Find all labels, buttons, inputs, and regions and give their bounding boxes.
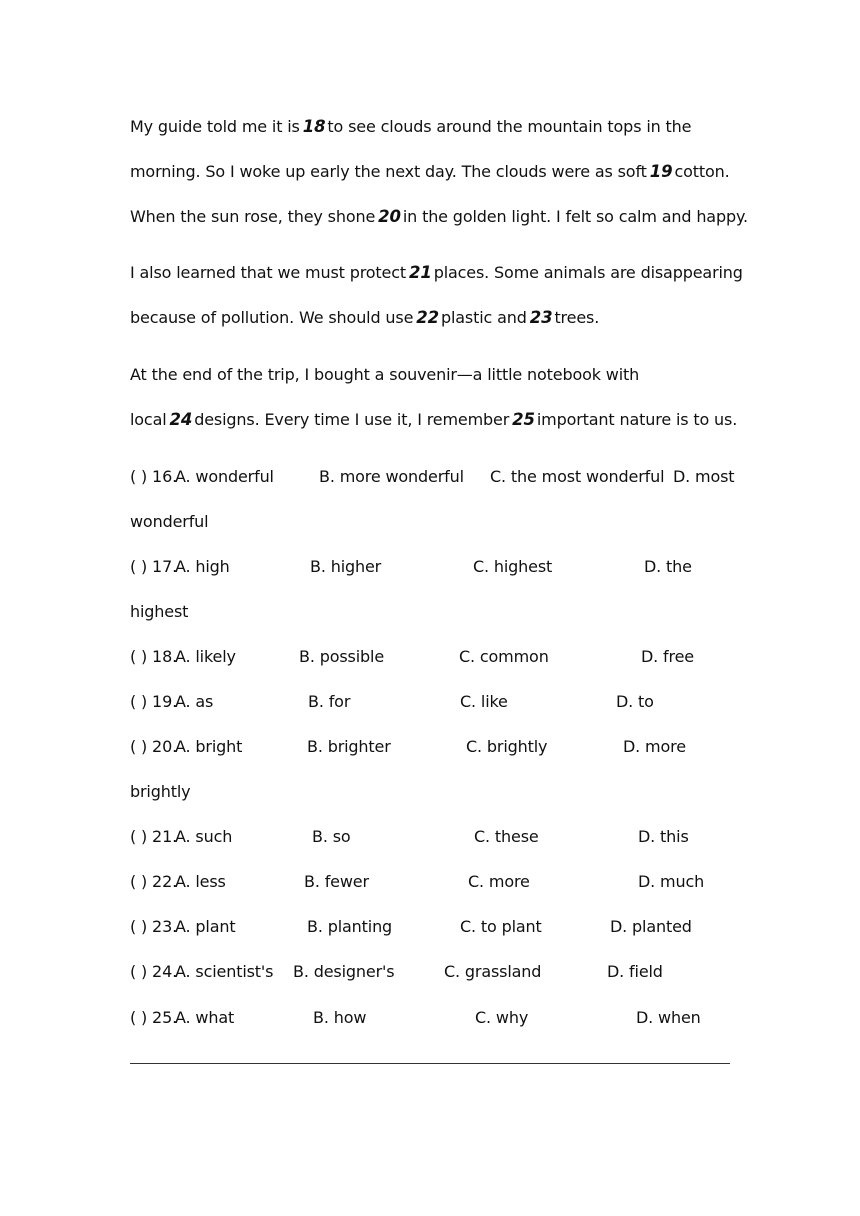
passage-text: local [130,410,167,429]
question-number: ( ) 25. [130,1008,178,1027]
option-d-continuation: highest [130,602,189,621]
passage-line [130,263,743,283]
option-c: C. to plant [460,917,542,936]
option-a: A. plant [175,917,236,936]
option-c: C. highest [473,557,553,576]
option-d: D. this [638,827,689,846]
blank-number-22: 22 [416,308,439,327]
option-b: B. how [313,1008,367,1027]
blank-number-20: 20 [378,207,401,226]
option-d: D. when [636,1008,701,1027]
option-b: B. fewer [304,872,369,891]
option-d: D. field [607,962,663,981]
passage-line [130,410,737,430]
option-a: A. high [175,557,230,576]
question-number: ( ) 24. [130,962,178,981]
option-c: C. why [475,1008,529,1027]
option-c: C. the most wonderful [490,467,665,486]
passage-line [130,207,748,227]
option-a: A. as [175,692,214,711]
option-a: A. wonderful [175,467,274,486]
option-a: A. bright [175,737,243,756]
blank-number-23: 23 [529,308,553,327]
option-b: B. designer's [293,962,395,981]
question-number: ( ) 16. [130,467,178,486]
option-c: C. brightly [466,737,548,756]
passage-line [130,117,691,137]
option-d: D. the [644,557,692,576]
footer-divider [130,1063,730,1064]
option-b: B. brighter [307,737,391,756]
passage-line [130,308,599,328]
passage-text: At the end of the trip, I bought a souvenir—a little notebook with [130,365,640,384]
passage-text: important nature is to us. [536,410,738,429]
option-b: B. planting [307,917,393,936]
passage-text: plastic and [440,308,527,327]
option-a: A. less [175,872,226,891]
passage-text: trees. [554,308,600,327]
option-c: C. common [459,647,549,666]
question-number: ( ) 18. [130,647,178,666]
passage-text: My guide told me it is [130,117,300,136]
blank-number-25: 25 [512,410,535,429]
passage-text: in the golden light. I felt so calm and happy. [402,207,748,226]
question-number: ( ) 17. [130,557,178,576]
option-b: B. for [308,692,351,711]
option-b: B. higher [310,557,382,576]
option-c: C. grassland [444,962,542,981]
option-b: B. possible [299,647,385,666]
passage-text: because of pollution. We should use [130,308,414,327]
passage-line [130,162,730,182]
document-page [130,0,748,1216]
option-d-continuation: wonderful [130,512,209,531]
question-number: ( ) 23. [130,917,178,936]
option-d: D. more [623,737,686,756]
passage-text: to see clouds around the mountain tops in the [327,117,692,136]
option-d: D. free [641,647,694,666]
option-d: D. most [673,467,735,486]
question-number: ( ) 19. [130,692,178,711]
passage-text: morning. So I woke up early the next day. The clouds were as soft [130,162,647,181]
option-d: D. much [638,872,705,891]
passage-text: designs. Every time I use it, I remember [194,410,510,429]
option-c: C. like [460,692,508,711]
option-b: B. so [312,827,351,846]
option-d-continuation: brightly [130,782,191,801]
blank-number-21: 21 [409,263,432,282]
passage-text: I also learned that we must protect [130,263,407,282]
question-number: ( ) 20. [130,737,178,756]
passage-text: When the sun rose, they shone [130,207,376,226]
blank-number-24: 24 [169,410,193,429]
question-number: ( ) 22. [130,872,178,891]
option-d: D. to [616,692,654,711]
option-c: C. these [474,827,539,846]
option-b: B. more wonderful [319,467,464,486]
question-number: ( ) 21. [130,827,178,846]
blank-number-19: 19 [649,162,673,181]
option-c: C. more [468,872,530,891]
option-a: A. what [175,1008,235,1027]
option-a: A. scientist's [175,962,274,981]
passage-text: places. Some animals are disappearing [433,263,743,282]
passage-line [130,365,639,385]
option-d: D. planted [610,917,692,936]
option-a: A. likely [175,647,236,666]
option-a: A. such [175,827,233,846]
blank-number-18: 18 [302,117,326,136]
passage-text: cotton. [674,162,730,181]
